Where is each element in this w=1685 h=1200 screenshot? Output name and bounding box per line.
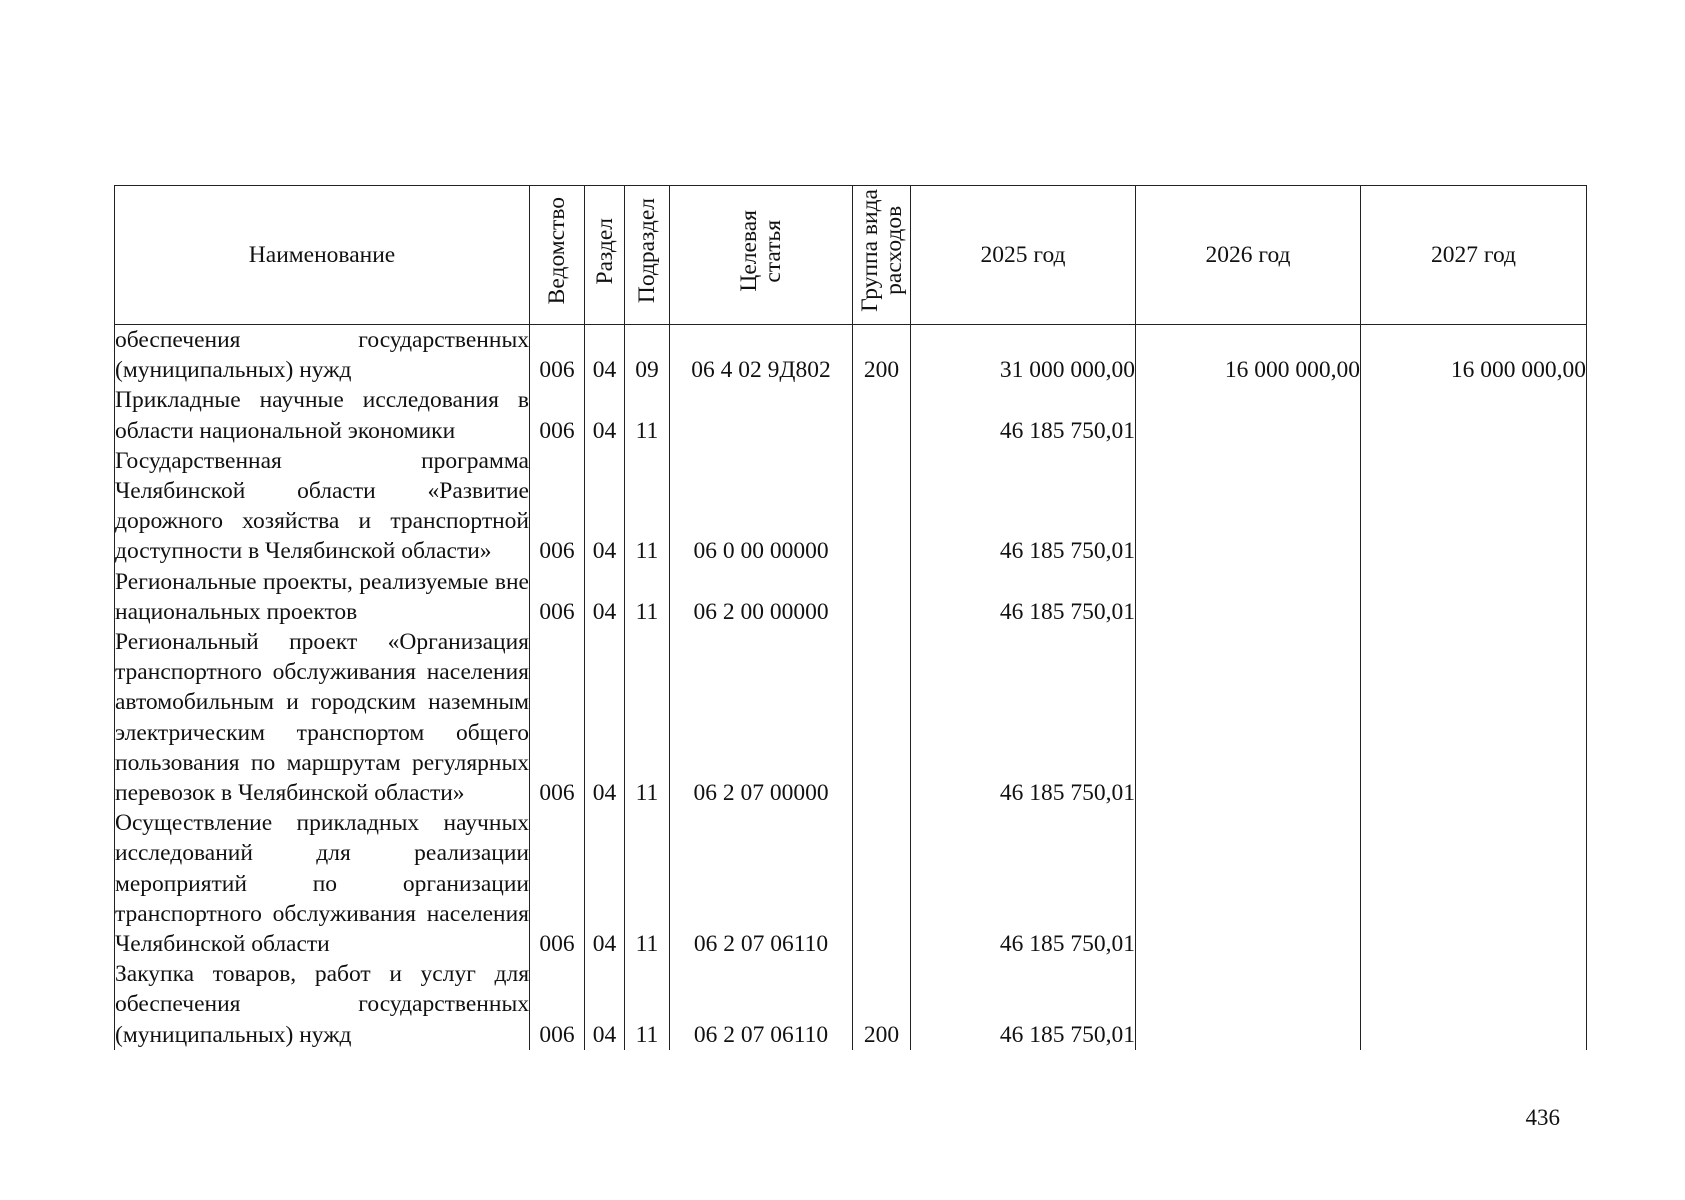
row-2027-cell [1361,567,1587,627]
row-name-cell: Региональные проекты, реализуемые вне национальных проектов [115,567,530,627]
header-podrazdel: Подраздел [625,186,670,325]
page-number: 436 [1525,1105,1560,1130]
row-vedomstvo-cell: 006 [530,446,585,567]
row-podrazdel-cell: 11 [625,567,670,627]
header-2027: 2027 год [1361,186,1587,325]
header-target-line2: статья [760,219,786,283]
row-group-cell [853,627,911,808]
row-razdel-cell: 04 [585,385,625,445]
row-2027-cell [1361,446,1587,567]
row-target-cell: 06 2 07 06110 [670,959,853,1050]
table-row [115,446,1587,567]
header-2025: 2025 год [911,186,1136,325]
row-vedomstvo-cell: 006 [530,325,585,386]
header-target-line1: Целевая [736,210,762,292]
row-name-cell: Закупка товаров, работ и услуг для обеспечения государственных (муниципальных) нужд [115,959,530,1050]
table-row [115,808,1587,959]
row-target-cell: 06 2 07 06110 [670,808,853,959]
header-row [115,186,1587,325]
row-target-cell: 06 0 00 00000 [670,446,853,567]
row-vedomstvo-cell: 006 [530,627,585,808]
row-2026-cell [1136,959,1361,1050]
header-2026: 2026 год [1136,186,1361,325]
row-2027-cell [1361,385,1587,445]
row-2025-cell: 46 185 750,01 [911,959,1136,1050]
row-podrazdel-cell: 09 [625,325,670,386]
row-razdel-cell: 04 [585,446,625,567]
row-2026-cell [1136,567,1361,627]
row-target-cell: 06 4 02 9Д802 [670,325,853,386]
row-name-cell: Государственная программа Челябинской области «Развитие дорожного хозяйства и транспортной доступности в Челябинской области» [115,446,530,567]
row-group-cell [853,446,911,567]
header-target [670,186,853,325]
table-row [115,959,1587,1050]
table-row [115,385,1587,445]
row-group-cell [853,385,911,445]
row-2025-cell: 46 185 750,01 [911,385,1136,445]
row-podrazdel-cell: 11 [625,627,670,808]
budget-table [114,185,1587,1050]
header-razdel: Раздел [585,186,625,325]
row-group-cell [853,567,911,627]
header-group-line2: расходов [880,206,907,296]
row-2025-cell: 31 000 000,00 [911,325,1136,386]
row-2025-cell: 46 185 750,01 [911,808,1136,959]
row-name-cell: обеспечения государственных (муниципальных) нужд [115,325,530,386]
row-name-cell: Прикладные научные исследования в области национальной экономики [115,385,530,445]
row-group-cell: 200 [853,959,911,1050]
row-podrazdel-cell: 11 [625,808,670,959]
row-2026-cell [1136,808,1361,959]
row-2027-cell [1361,808,1587,959]
row-2025-cell: 46 185 750,01 [911,627,1136,808]
table-body [115,325,1587,1050]
row-target-cell [670,385,853,445]
row-razdel-cell: 04 [585,325,625,386]
row-2026-cell [1136,446,1361,567]
row-2026-cell: 16 000 000,00 [1136,325,1361,386]
row-2026-cell [1136,627,1361,808]
row-2025-cell: 46 185 750,01 [911,567,1136,627]
row-vedomstvo-cell: 006 [530,808,585,959]
row-target-cell: 06 2 07 00000 [670,627,853,808]
row-2027-cell [1361,627,1587,808]
row-razdel-cell: 04 [585,627,625,808]
header-vedomstvo: Ведомство [530,186,585,325]
row-podrazdel-cell: 11 [625,446,670,567]
row-podrazdel-cell: 11 [625,385,670,445]
row-vedomstvo-cell: 006 [530,385,585,445]
row-name-cell: Региональный проект «Организация транспортного обслуживания населения автомобильным и городским наземным электрическим транспортом общего пользования по маршрутам регулярных перевозок в Челябинской области» [115,627,530,808]
row-2027-cell [1361,959,1587,1050]
row-2027-cell: 16 000 000,00 [1361,325,1587,386]
row-target-cell: 06 2 00 00000 [670,567,853,627]
row-razdel-cell: 04 [585,959,625,1050]
row-podrazdel-cell: 11 [625,959,670,1050]
header-group [853,186,911,325]
row-2025-cell: 46 185 750,01 [911,446,1136,567]
row-vedomstvo-cell: 006 [530,567,585,627]
row-razdel-cell: 04 [585,808,625,959]
header-name: Наименование [115,186,530,325]
row-group-cell [853,808,911,959]
row-name-cell: Осуществление прикладных научных исследований для реализации мероприятий по организации транспортного обслуживания населения Челябинской области [115,808,530,959]
header-group-line1: Группа вида [856,189,883,313]
row-vedomstvo-cell: 006 [530,959,585,1050]
table-row [115,325,1587,386]
row-razdel-cell: 04 [585,567,625,627]
table-row [115,627,1587,808]
row-2026-cell [1136,385,1361,445]
table-row [115,567,1587,627]
row-group-cell: 200 [853,325,911,386]
